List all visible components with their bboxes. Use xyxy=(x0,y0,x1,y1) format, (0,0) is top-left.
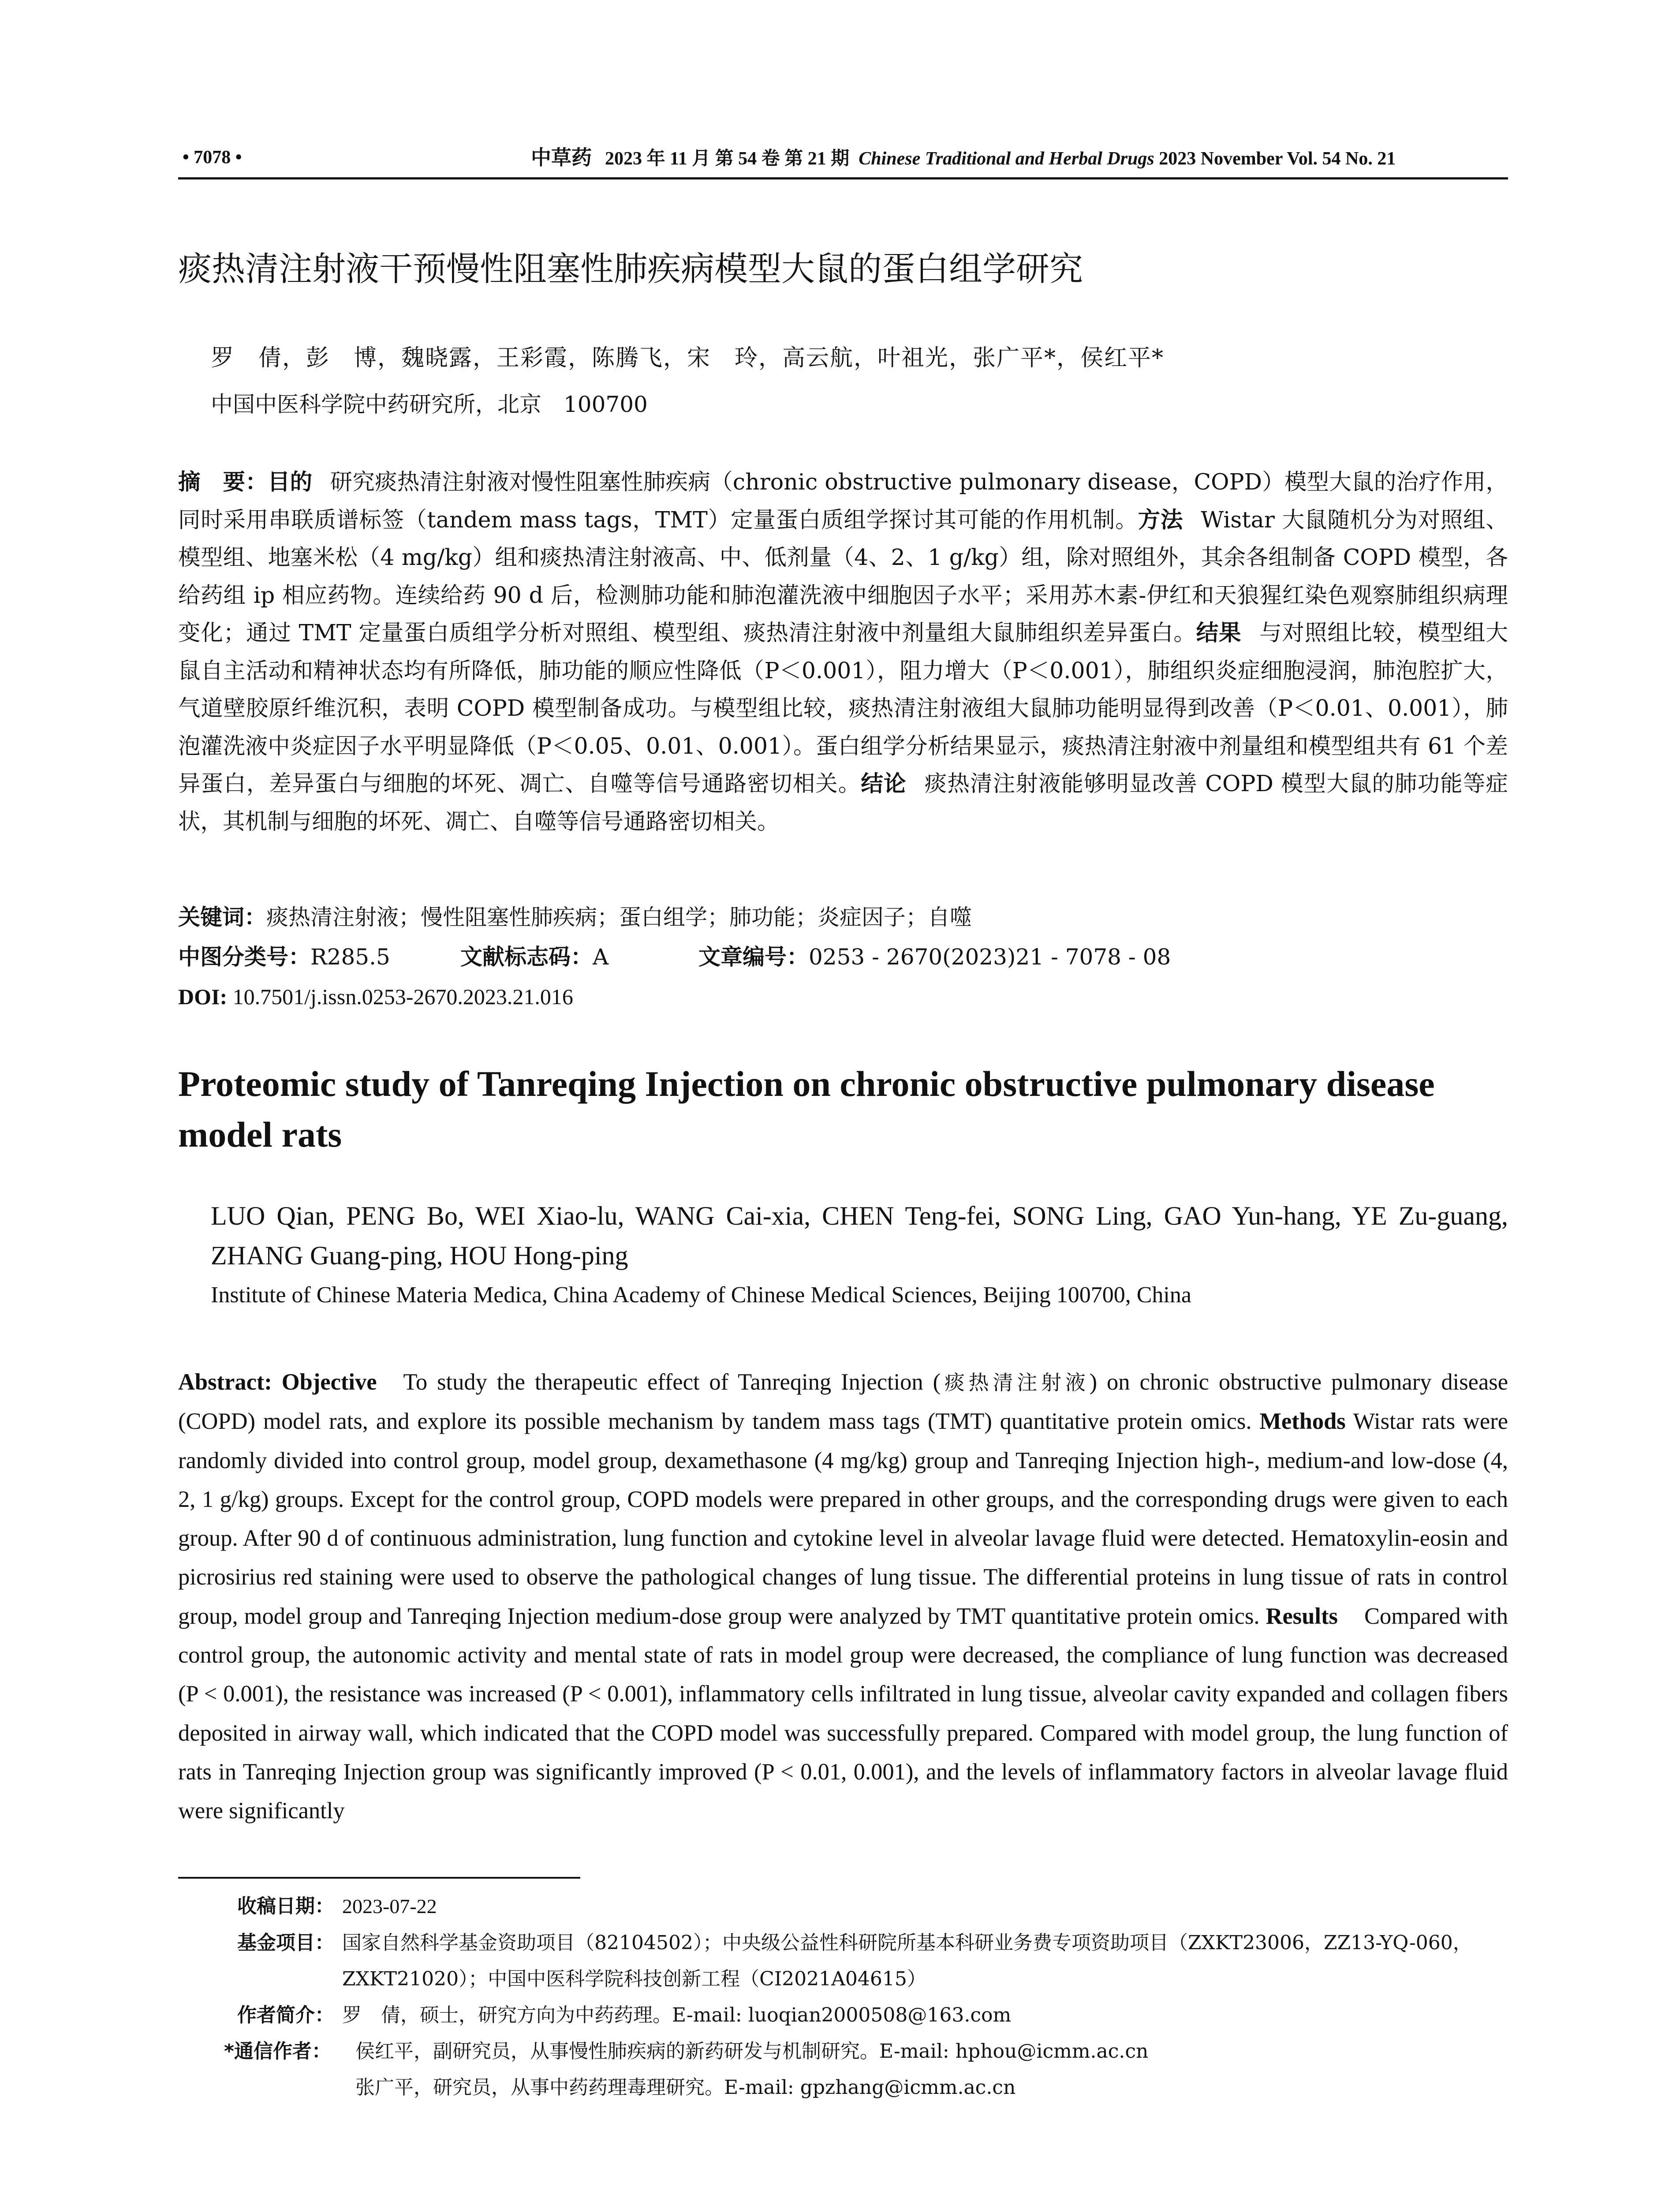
doc-code-value: A xyxy=(593,944,609,970)
footnote-fund xyxy=(237,1925,1508,1997)
author-bio: 罗 倩，硕士，研究方向为中药药理。E-mail: luoqian2000508@163.com xyxy=(342,2004,1012,2026)
received-date: 2023-07-22 xyxy=(342,1895,437,1917)
doc-code-label: 文献标志码： xyxy=(460,944,593,970)
objective-text-en-b: ) on chronic obstructive pulmonary disease (COPD) model rats, and explore its possible mechanism by tandem mass tags (TMT) quantitative protein omics. xyxy=(178,1369,1508,1435)
doi-value: 10.7501/j.issn.0253-2670.2023.21.016 xyxy=(232,984,573,1009)
objective-label-cn: 目的 xyxy=(267,469,313,495)
journal-name-en: Chinese Traditional and Herbal Drugs xyxy=(859,149,1154,169)
author-bio-label: 作者简介： xyxy=(237,2004,334,2026)
keywords-label: 关键词： xyxy=(178,904,266,930)
methods-text-cn: Wistar 大鼠随机分为对照组、模型组、地塞米松（4 mg/kg）组和痰热清注射液高、中、低剂量（4、2、1 g/kg）组，除对照组外，其余各组制备 COPD 模型，各给药组 ip 相应药物。连续给药 90 d 后，检测肺功能和肺泡灌洗液中细胞因子水平；采用苏木素-伊红和天狼猩红染色观察肺组织病理变化；通过 TMT 定量蛋白质组学分析对照组、模型组、痰热清注射液中剂量组大鼠肺组织差异蛋白。 xyxy=(178,506,1508,646)
doi-line xyxy=(178,979,573,1014)
affiliation-cn: 中国中医科学院中药研究所，北京 100700 xyxy=(211,392,648,417)
abstract-cn xyxy=(178,463,1508,840)
results-label-en: Results xyxy=(1266,1603,1338,1629)
running-header xyxy=(178,140,1508,179)
methods-text-en: Wistar rats were randomly divided into control group, model group, dexamethasone (4 mg/kg) group and Tanreqing Injection high-, medium-and low-dose (4, 2, 1 g/kg) groups. Except for the control group, COPD models were prepared in other groups, and the corresponding drugs were given to each group. After 90 d of continuous administration, lung function and cytokine level in alveolar lavage fluid were detected. Hematoxylin-eosin and picrosirius red staining were used to observe the pathological changes of lung tissue. The differential proteins in lung tissue of rats in control group, model group and Tanreqing Injection medium-dose group were analyzed by TMT quantitative protein omics. xyxy=(178,1409,1508,1629)
issue-en: 2023 November Vol. 54 No. 21 xyxy=(1159,149,1396,169)
keywords-text: 痰热清注射液；慢性阻塞性肺疾病；蛋白组学；肺功能；炎症因子；自噬 xyxy=(266,904,972,930)
page-number: • 7078 • xyxy=(183,147,242,168)
abstract-label-cn: 摘 要： xyxy=(178,469,268,495)
affiliation-en: Institute of Chinese Materia Medica, China Academy of Chinese Medical Sciences, Beijing 100700, China xyxy=(211,1282,1191,1308)
keywords-cn xyxy=(178,900,972,935)
methods-label-en: Methods xyxy=(1259,1409,1346,1435)
objective-text-en-a: To study the therapeutic effect of Tanreqing Injection ( xyxy=(403,1369,941,1395)
journal-masthead xyxy=(531,142,1396,174)
fund-line-1: 国家自然科学基金资助项目（82104502）；中央级公益性科研院所基本科研业务费专项资助项目（ZXKT23006，ZZ13-YQ-060， xyxy=(342,1932,1472,1954)
footnote-author xyxy=(237,1997,1508,2033)
issue-cn: 2023 年 11 月 第 54 卷 第 21 期 xyxy=(605,149,850,169)
clc-label: 中图分类号： xyxy=(178,944,310,970)
footnote-divider xyxy=(178,1877,580,1879)
results-text-en: Compared with control group, the autonomic activity and mental state of rats in model group were decreased, the compliance of lung function was decreased (P < 0.001), the resistance was increased (P < 0.001), inflammatory cells infiltrated in lung tissue, alveolar cavity expanded and collagen fibers deposited in airway wall, which indicated that the COPD model was successfully prepared. Compared with model group, the lung function of rats in Tanreqing Injection group was significantly improved (P < 0.01, 0.001), and the levels of inflammatory factors in alveolar lavage fluid were significantly xyxy=(178,1603,1508,1824)
objective-text-en-cn: 痰热清注射液 xyxy=(941,1371,1090,1394)
abstract-label-en: Abstract: xyxy=(178,1369,272,1395)
correspondence-label: *通信作者： xyxy=(224,2040,332,2063)
author-list-cn: 罗 倩，彭 博，魏晓露，王彩霞，陈腾飞，宋 玲，高云航，叶祖光，张广平*，侯红平* xyxy=(211,345,1165,371)
fund-label: 基金项目： xyxy=(237,1932,334,1954)
objective-label-en: Objective xyxy=(281,1369,377,1395)
fund-line-2: ZXKT21020）；中国中医科学院科技创新工程（CI2021A04615） xyxy=(342,1968,926,1990)
objective-text-cn: 研究痰热清注射液对慢性阻塞性肺疾病（chronic obstructive pulmonary disease，COPD）模型大鼠的治疗作用，同时采用串联质谱标签（tandem mass tags，TMT）定量蛋白质组学探讨其可能的作用机制。 xyxy=(178,469,1508,533)
article-no-label: 文章编号： xyxy=(698,944,809,970)
footnote-correspondence xyxy=(224,2033,1508,2106)
journal-name-cn: 中草药 xyxy=(531,146,592,169)
received-label: 收稿日期： xyxy=(237,1895,334,1917)
conclusion-label-cn: 结论 xyxy=(861,770,907,796)
footnotes xyxy=(224,1888,1508,2106)
article-no-value: 0253 - 2670(2023)21 - 7078 - 08 xyxy=(809,944,1171,970)
doi-label: DOI: xyxy=(178,984,228,1009)
article-title-en: Proteomic study of Tanreqing Injection on chronic obstructive pulmonary disease model rats xyxy=(178,1064,1435,1155)
conclusion-text-cn: 痰热清注射液能够明显改善 COPD 模型大鼠的肺功能等症状，其机制与细胞的坏死、凋亡、自噬等信号通路密切相关。 xyxy=(178,770,1508,834)
methods-label-cn: 方法 xyxy=(1138,506,1183,533)
clc-value: R285.5 xyxy=(310,944,390,970)
article-title-cn: 痰热清注射液干预慢性阻塞性肺疾病模型大鼠的蛋白组学研究 xyxy=(178,249,1083,288)
correspondence-line-1: 侯红平，副研究员，从事慢性肺疾病的新药研发与机制研究。E-mail: hphou@icmm.ac.cn xyxy=(355,2040,1149,2063)
classification-line xyxy=(178,939,1171,975)
results-text-cn: 与对照组比较，模型组大鼠自主活动和精神状态均有所降低，肺功能的顺应性降低（P＜0.001），阻力增大（P＜0.001），肺组织炎症细胞浸润，肺泡腔扩大，气道壁胶原纤维沉积，表明 COPD 模型制备成功。与模型组比较，痰热清注射液组大鼠肺功能明显得到改善（P＜0.01、0.001），肺泡灌洗液中炎症因子水平明显降低（P＜0.05、0.01、0.001）。蛋白组学分析结果显示，痰热清注射液中剂量组和模型组共有 61 个差异蛋白，差异蛋白与细胞的坏死、凋亡、自噬等信号通路密切相关。 xyxy=(178,620,1508,796)
footnote-received xyxy=(237,1888,1508,1925)
results-label-cn: 结果 xyxy=(1196,620,1242,646)
abstract-en xyxy=(178,1363,1508,1831)
correspondence-line-2: 张广平，研究员，从事中药药理毒理研究。E-mail: gpzhang@icmm.ac.cn xyxy=(355,2076,1016,2099)
author-list-en: LUO Qian, PENG Bo, WEI Xiao-lu, WANG Cai-xia, CHEN Teng-fei, SONG Ling, GAO Yun-hang, YE Zu-guang, ZHANG Guang-ping, HOU Hong-ping xyxy=(211,1201,1508,1270)
